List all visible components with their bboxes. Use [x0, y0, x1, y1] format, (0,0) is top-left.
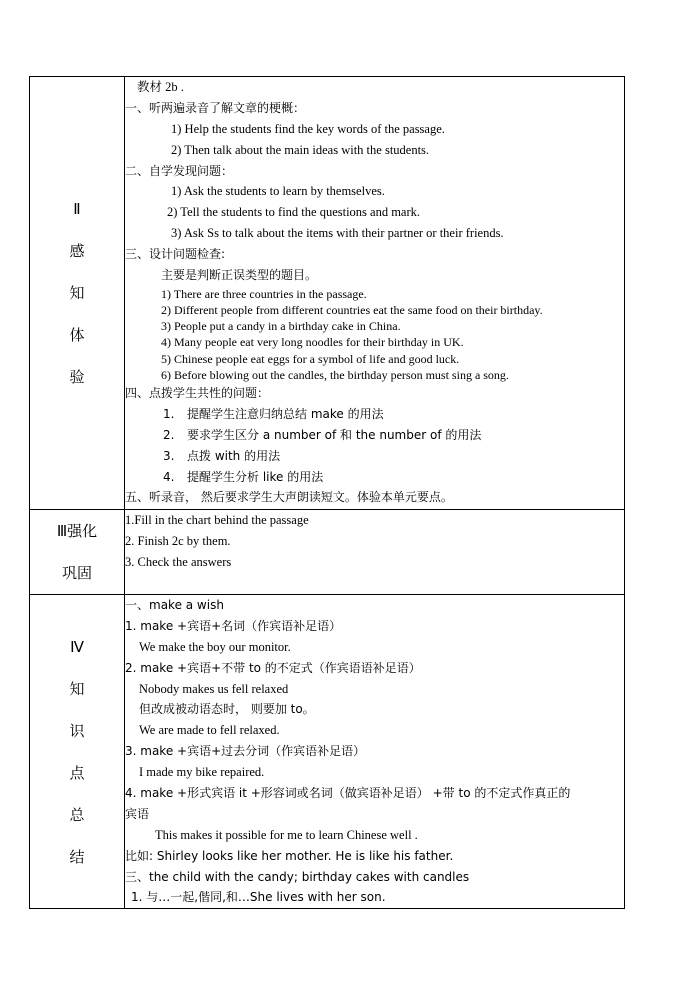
- section4-label-line: 点: [69, 763, 85, 782]
- numbered-point: [125, 404, 624, 425]
- step-item: 1) Ask the students to learn by themselves.: [171, 184, 385, 199]
- section4-label-line: 知: [69, 679, 85, 698]
- example-comparison: 比如: Shirley looks like her mother. He is like his father.: [125, 848, 454, 863]
- section2-label-line: 体: [69, 326, 85, 344]
- step-item: 2) Tell the students to find the questions and mark.: [167, 205, 421, 220]
- grammar-rule: 4. make +形式宾语 it +形容词或名词（做宾语补足语） +带 to 的不定式作真正的: [125, 786, 571, 801]
- point-text: 提醒学生分析 like 的用法: [187, 469, 324, 484]
- practice-item: 1.Fill in the chart behind the passage: [125, 513, 309, 527]
- example-sentence: Nobody makes us fell relaxed: [139, 681, 289, 696]
- point-number: 3.: [163, 448, 175, 463]
- numbered-point: [125, 425, 624, 446]
- step-heading: 三、设计问题检查:: [125, 247, 226, 262]
- section3-row: [30, 510, 625, 595]
- true-false-item: 2) Different people from different countries eat the same food on their birthday.: [161, 303, 543, 318]
- section2-row: [30, 77, 625, 510]
- section2-label-line: 感: [69, 242, 85, 260]
- section2-label-line: Ⅱ: [73, 200, 81, 218]
- textbook-ref: 教材 2b .: [137, 80, 184, 94]
- step-note: 主要是判断正误类型的题目。: [161, 268, 318, 283]
- example-sentence: This makes it possible for me to learn Chinese well .: [155, 827, 418, 842]
- section4-label-line: Ⅳ: [70, 637, 84, 656]
- point-number: 2.: [163, 427, 175, 442]
- step-heading: 二、自学发现问题：: [125, 163, 234, 178]
- example-sentence: We make the boy our monitor.: [139, 639, 291, 654]
- section3-label-line: 巩固: [61, 564, 92, 582]
- point-number: 1.: [163, 406, 175, 421]
- point-text: 点拨 with 的用法: [187, 448, 281, 463]
- true-false-item: 3) People put a candy in a birthday cake in China.: [161, 319, 401, 334]
- true-false-item: 5) Chinese people eat eggs for a symbol of life and good luck.: [161, 351, 460, 366]
- true-false-item: 4) Many people eat very long noodles for their birthday in UK.: [161, 335, 464, 350]
- step-item: 2) Then talk about the main ideas with the students.: [171, 142, 430, 157]
- section4-row: [30, 595, 625, 909]
- practice-item: 2. Finish 2c by them.: [125, 533, 231, 548]
- grammar-note: 但改成被动语态时， 则要加 to。: [139, 702, 315, 717]
- point-text: 要求学生区分 a number of 和 the number of 的用法: [187, 427, 482, 442]
- step-item: 1) Help the students find the key words of the passage.: [171, 121, 445, 136]
- grammar-rule-continued: 宾语: [125, 806, 150, 821]
- numbered-point: [125, 467, 624, 488]
- practice-item: 3. Check the answers: [125, 554, 232, 569]
- section3-content: [125, 510, 625, 595]
- section4-label-line: 识: [69, 721, 85, 740]
- point-text: 提醒学生注意归纳总结 make 的用法: [187, 406, 384, 421]
- point-number: 4.: [163, 469, 175, 484]
- section2-label: [30, 77, 125, 510]
- true-false-item: 6) Before blowing out the candles, the birthday person must sing a song.: [161, 367, 509, 382]
- section4-label-line: 总: [69, 805, 85, 824]
- section4-label: [30, 595, 125, 909]
- section4-label-line: 结: [69, 847, 85, 866]
- section2-content: [125, 77, 625, 510]
- step-heading: 五、听录音， 然后要求学生大声朗读短文。体验本单元要点。: [125, 490, 453, 505]
- true-false-item: 1) There are three countries in the passage.: [161, 286, 367, 301]
- section4-content: [125, 595, 625, 909]
- section2-label-line: 知: [69, 284, 85, 302]
- section2-label-line: 验: [69, 368, 85, 386]
- example-sentence: I made my bike repaired.: [139, 765, 265, 780]
- section3-label: [30, 510, 125, 595]
- grammar-rule: 3. make +宾语+过去分词（作宾语补足语）: [125, 744, 366, 759]
- lesson-plan-table: [29, 76, 625, 909]
- grammar-rule: 2. make +宾语+不带 to 的不定式（作宾语语补足语）: [125, 660, 421, 675]
- step-heading: 四、点拨学生共性的问题：: [125, 386, 270, 401]
- grammar-heading: 一、make a wish: [125, 598, 224, 612]
- step-item: 3) Ask Ss to talk about the items with their partner or their friends.: [171, 226, 504, 241]
- section3-label-line: Ⅲ强化: [56, 522, 98, 540]
- step-heading: 一、听两遍录音了解文章的梗概：: [125, 100, 306, 115]
- grammar-rule: 1. make +宾语+名词（作宾语补足语）: [125, 618, 342, 633]
- numbered-point: [125, 446, 624, 467]
- grammar-rule: 1. 与…一起,偕同,和…She lives with her son.: [131, 890, 386, 905]
- example-sentence: We are made to fell relaxed.: [139, 723, 280, 738]
- grammar-heading: 三、the child with the candy; birthday cakes with candles: [125, 869, 470, 884]
